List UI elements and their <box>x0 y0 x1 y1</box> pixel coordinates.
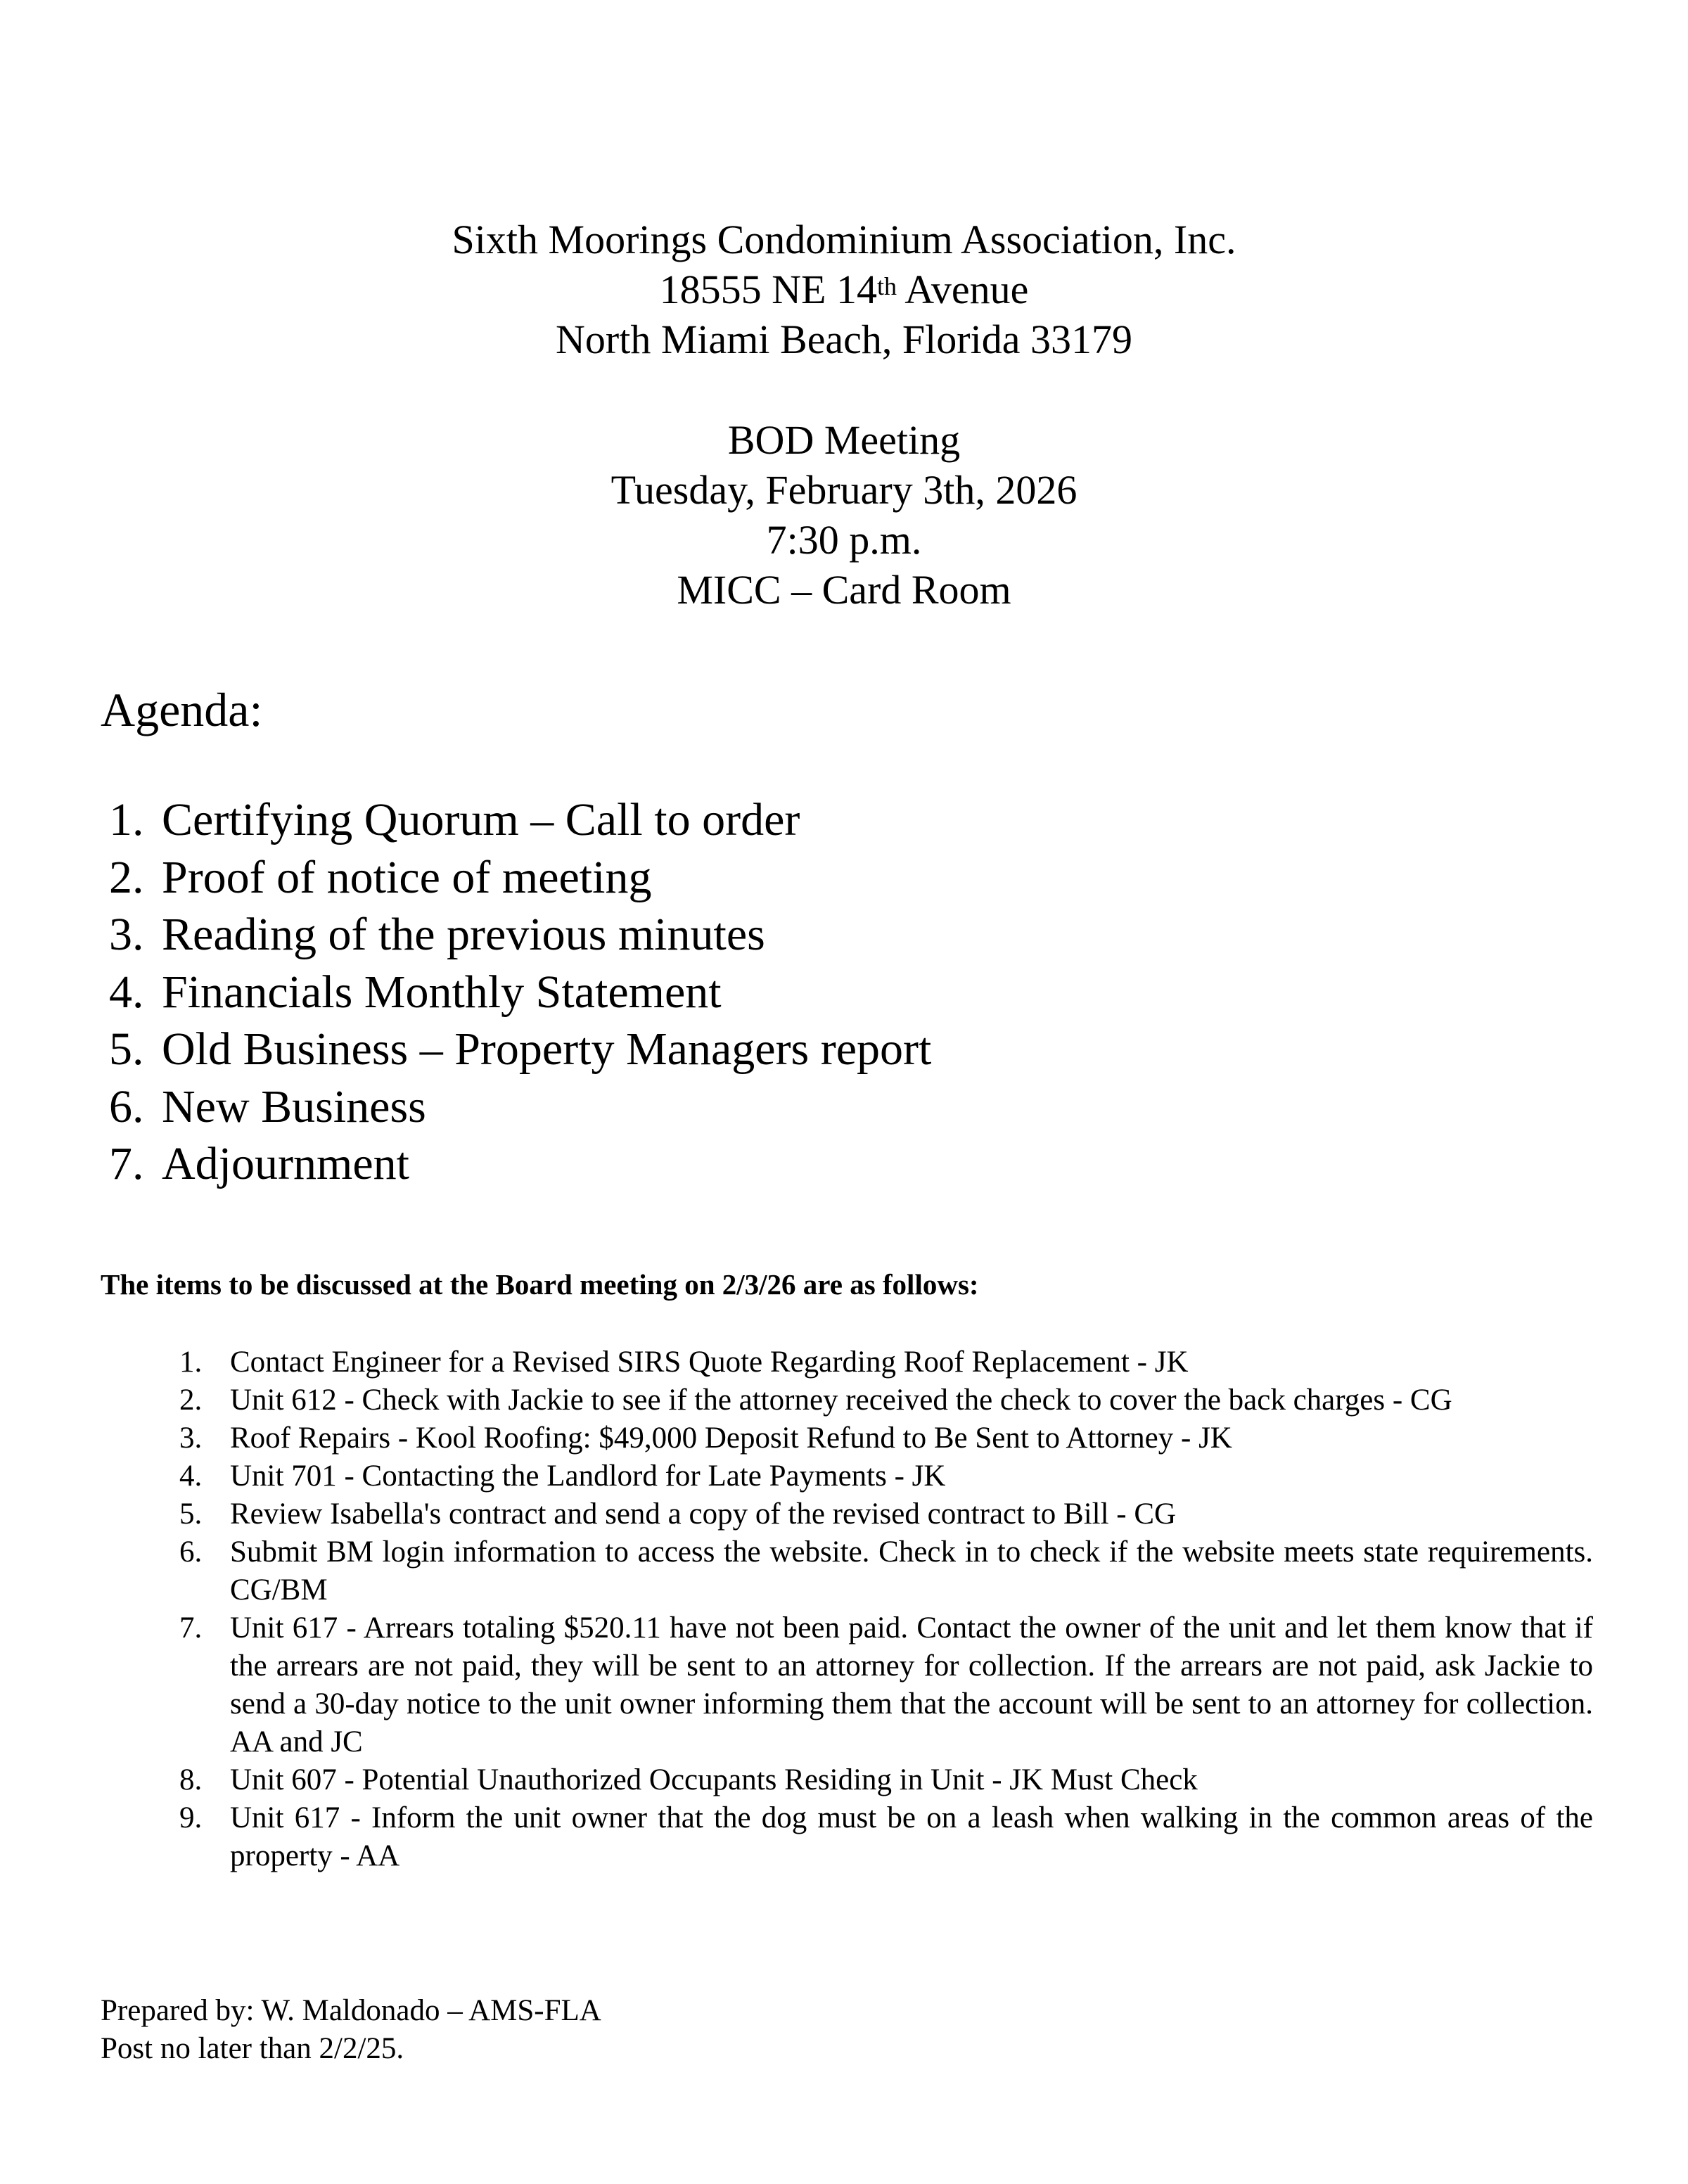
item-number: 4. <box>179 1460 203 1493</box>
item-number: 7. <box>109 1138 144 1189</box>
item-number: 6. <box>179 1535 203 1569</box>
item-text: Unit 701 - Contacting the Landlord for Late Payments - JK <box>230 1460 946 1493</box>
item-number: 1. <box>179 1346 203 1379</box>
address-ordinal: th <box>876 272 897 300</box>
item-number: 6. <box>109 1080 144 1132</box>
meeting-title: BOD Meeting <box>727 417 961 463</box>
discussion-item <box>179 1495 1593 1533</box>
footer <box>101 1992 601 2068</box>
discussion-list <box>179 1343 1593 1875</box>
meeting-info <box>0 415 1688 615</box>
meeting-time: 7:30 p.m. <box>766 517 922 563</box>
agenda-heading: Agenda: <box>101 683 263 736</box>
agenda-item <box>109 906 931 964</box>
item-text: Contact Engineer for a Revised SIRS Quote Regarding Roof Replacement - JK <box>230 1346 1189 1379</box>
item-text: Adjournment <box>162 1138 409 1189</box>
discussion-item <box>179 1343 1593 1381</box>
discussion-item <box>179 1761 1593 1799</box>
agenda-item <box>109 1078 931 1136</box>
post-deadline: Post no later than 2/2/25. <box>101 2032 404 2065</box>
address-number: 18555 NE 14 <box>659 267 877 312</box>
item-number: 5. <box>179 1497 203 1531</box>
discussion-item <box>179 1457 1593 1495</box>
item-number: 5. <box>109 1023 144 1075</box>
item-text: Review Isabella's contract and send a copy of the revised contract to Bill - CG <box>230 1497 1177 1531</box>
item-text: Roof Repairs - Kool Roofing: $49,000 Deposit Refund to Be Sent to Attorney - JK <box>230 1422 1232 1455</box>
item-text: Proof of notice of meeting <box>162 851 652 903</box>
item-number: 3. <box>179 1422 203 1455</box>
agenda-item <box>109 791 931 849</box>
item-number: 8. <box>179 1763 203 1796</box>
item-text: Old Business – Property Managers report <box>162 1023 932 1075</box>
org-name: Sixth Moorings Condominium Association, Inc. <box>452 217 1236 262</box>
item-number: 4. <box>109 966 144 1018</box>
prepared-by: Prepared by: W. Maldonado – AMS-FLA <box>101 1994 601 2027</box>
discussion-intro: The items to be discussed at the Board meeting on 2/3/26 are as follows: <box>101 1268 979 1301</box>
item-text: Certifying Quorum – Call to order <box>162 794 800 845</box>
item-text: Reading of the previous minutes <box>162 909 765 960</box>
item-number: 3. <box>109 909 144 960</box>
discussion-item <box>179 1533 1593 1609</box>
item-text: Financials Monthly Statement <box>162 966 722 1018</box>
agenda-item <box>109 1135 931 1193</box>
item-text: Submit BM login information to access the website. Check in to check if the website meets state requirements. CG/BM <box>230 1535 1593 1607</box>
item-number: 2. <box>179 1384 203 1417</box>
item-number: 7. <box>179 1611 203 1645</box>
item-text: Unit 617 - Inform the unit owner that the dog must be on a leash when walking in the common areas of the property - AA <box>230 1801 1593 1872</box>
agenda-item <box>109 1021 931 1078</box>
discussion-item <box>179 1381 1593 1419</box>
agenda-item <box>109 964 931 1021</box>
street-address <box>0 264 1688 314</box>
meeting-location: MICC – Card Room <box>677 567 1011 613</box>
discussion-item <box>179 1799 1593 1875</box>
agenda-list <box>109 791 931 1193</box>
discussion-item <box>179 1419 1593 1457</box>
agenda-item <box>109 849 931 907</box>
item-text: Unit 617 - Arrears totaling $520.11 have not been paid. Contact the owner of the unit and let them know that if the arrears are not paid, they will be sent to an attorney for collection. If the arrears are not paid, ask Jackie to send a 30-day notice to the unit owner informing them that the account will be sent to an attorney for collection. AA and JC <box>230 1611 1593 1758</box>
item-text: New Business <box>162 1080 426 1132</box>
item-text: Unit 612 - Check with Jackie to see if the attorney received the check to cover the back charges - CG <box>230 1384 1452 1417</box>
item-number: 1. <box>109 794 144 845</box>
association-header <box>0 215 1688 364</box>
city-line: North Miami Beach, Florida 33179 <box>556 317 1132 362</box>
meeting-date: Tuesday, February 3th, 2026 <box>610 467 1078 513</box>
discussion-item <box>179 1609 1593 1761</box>
item-number: 9. <box>179 1801 203 1834</box>
address-street: Avenue <box>896 267 1029 312</box>
item-number: 2. <box>109 851 144 903</box>
item-text: Unit 607 - Potential Unauthorized Occupants Residing in Unit - JK Must Check <box>230 1763 1198 1796</box>
